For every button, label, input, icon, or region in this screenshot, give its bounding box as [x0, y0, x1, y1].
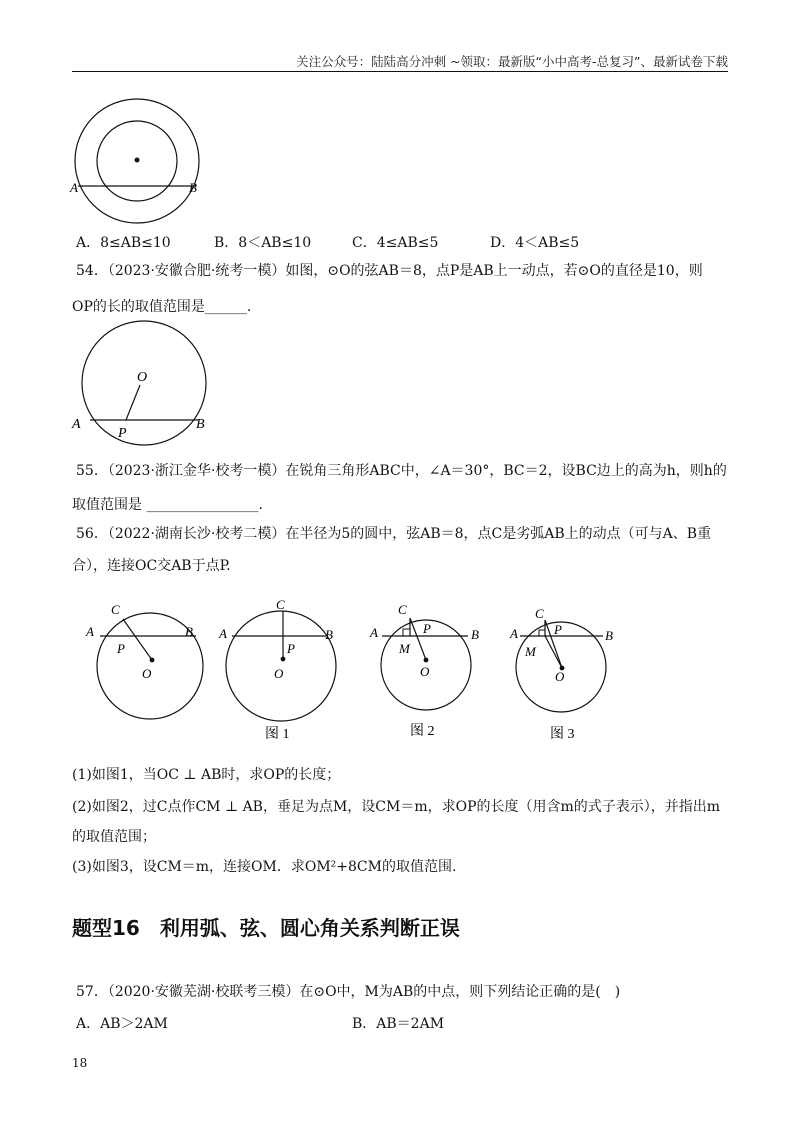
q56-figure-2: [369, 602, 479, 710]
q53-option-d: D．4＜AB≤5: [490, 235, 580, 251]
q53-figure: [68, 92, 218, 232]
page-header: 关注公众号：陆陆高分冲刺 ~领取：最新版“小中高考-总复习”、最新试卷下载: [296, 54, 728, 69]
q54-figure: [68, 320, 218, 450]
figure-label-o: O: [142, 666, 152, 681]
figure-label-c: C: [276, 597, 285, 612]
q55-stem-line1: 55．（2023·浙江金华·校考一模）在锐角三角形ABC中，∠A＝30°，BC＝2，设BC边上的高为h，则h的: [76, 463, 727, 479]
figure-label-p: P: [423, 621, 431, 636]
figure-label-b: B: [471, 627, 479, 642]
q54-label-p: P: [118, 426, 127, 441]
figure-label-m: M: [399, 641, 410, 656]
q57-option-a: A．AB＞2AM: [76, 1016, 168, 1032]
figure-label-b: B: [605, 628, 613, 643]
q56-caption-2: 图 2: [410, 724, 435, 739]
figure-label-b: B: [325, 627, 333, 642]
header-divider: [72, 71, 728, 72]
figure-label-c: C: [535, 606, 544, 621]
figure-label-a: A: [510, 626, 518, 641]
q56-stem-line1: 56．（2022·湖南长沙·校考二模）在半径为5的圆中，弦AB＝8，点C是劣弧AB上的动点（可与A、B重: [76, 526, 712, 542]
figure-label-p: P: [554, 622, 562, 637]
page-number: 18: [72, 1056, 88, 1070]
q56-figures: [80, 596, 640, 746]
figure-label-o: O: [420, 664, 430, 679]
q54-label-b: B: [196, 417, 205, 432]
figure-label-o: O: [274, 666, 284, 681]
figure-label-a: A: [370, 625, 378, 640]
figure-label-p: P: [287, 641, 295, 656]
q54-stem-line2: OP的长的取值范围是______.: [72, 299, 252, 315]
q53-label-a: A: [70, 180, 78, 195]
q57-stem: 57．（2020·安徽芜湖·校联考三模）在⊙O中，M为AB的中点，则下列结论正确的是( ): [76, 984, 621, 1000]
figure-label-p: P: [117, 641, 125, 656]
q56-sub2-line1: (2)如图2，过C点作CM ⊥ AB，垂足为点M，设CM＝m，求OP的长度（用含m的式子表示），并指出m: [72, 799, 721, 815]
q53-option-a: A．8≤AB≤10: [76, 235, 171, 251]
q53-option-b: B．8＜AB≤10: [214, 235, 312, 251]
q53-option-c: C．4≤AB≤5: [352, 235, 439, 251]
q54-label-a: A: [72, 417, 81, 432]
q54-segment-op: [126, 385, 140, 420]
q56-figure-3: [509, 606, 613, 712]
q53-center-point: [135, 158, 140, 163]
figure-label-o: O: [555, 669, 565, 684]
q56-sub1: (1)如图1，当OC ⊥ AB时，求OP的长度；: [72, 767, 341, 783]
section-title: 题型16 利用弧、弦、圆心角关系判断正误: [72, 916, 460, 940]
figure-label-a: A: [86, 624, 94, 639]
q56-caption-3: 图 3: [550, 727, 575, 742]
q56-figure-0: [85, 602, 203, 719]
figure-label-b: B: [185, 624, 193, 639]
figure-label-c: C: [111, 602, 120, 617]
q56-sub3: (3)如图3，设CM＝m，连接OM．求OM²+8CM的取值范围.: [72, 859, 457, 875]
figure-label-c: C: [398, 602, 407, 617]
q56-stem-line2: 合），连接OC交AB于点P.: [72, 558, 231, 574]
q56-caption-1: 图 1: [265, 727, 290, 742]
q54-stem-line1: 54．（2023·安徽合肥·统考一模）如图，⊙O的弦AB＝8，点P是AB上一动点，若⊙O的直径是10，则: [76, 263, 703, 279]
q53-label-b: B: [189, 180, 197, 195]
q57-option-b: B．AB＝2AM: [352, 1016, 445, 1032]
q56-sub2-line2: 的取值范围；: [72, 829, 156, 845]
q55-stem-line2: 取值范围是 ________________.: [72, 497, 263, 513]
q56-figure-1: [218, 597, 336, 721]
figure-label-m: M: [525, 644, 536, 659]
q54-label-o: O: [137, 370, 148, 385]
figure-label-a: A: [219, 626, 227, 641]
